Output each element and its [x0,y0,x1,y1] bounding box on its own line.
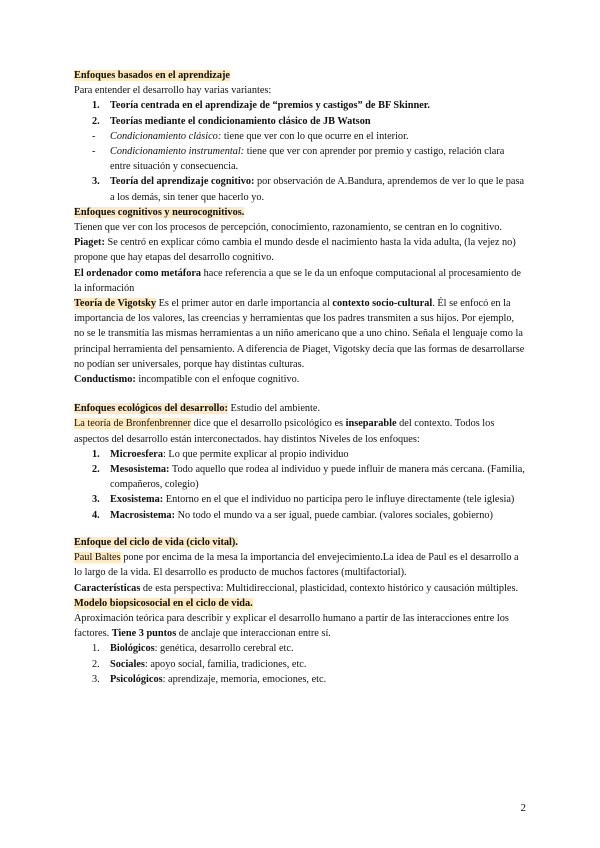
document-body [74,68,526,687]
paragraph: Tienen que ver con los procesos de percepción, conocimiento, razonamiento, se centran en lo cognitivo. [74,222,502,234]
list-item: 3. Exosistema: Entorno en el que el individuo no participa pero le influye directamente (tele iglesia) [92,494,515,506]
paragraph-caracteristicas: Características de esta perspectiva: Multidireccional, plasticidad, contexto histórico y causación múltiples. [74,582,519,594]
paragraph: Aproximación teórica para describir y explicar el desarrollo humano a partir de las interacciones entre los factores. Tiene 3 puntos de anclaje que interaccionan entre sí. [74,612,509,640]
section-heading-aprendizaje: Enfoques basados en el aprendizaje [74,70,231,81]
paragraph-vigotsky: Teoría de Vigotsky Es el primer autor en darle importancia al contexto socio-cultural. Él se enfocó en la importancia de los valores, las creencias y herramientas que los padres transmiten a sus hijos. Por ejemplo, no se le transmitía las mismas herramientas a un niño americano que a uno chino. Señala el lenguaje como la principal herramienta del pensamiento. A diferencia de Piaget, Vigotsky decía que las formas de desarrollarse no podían ser universales, porque hay distintas culturas. [74,298,525,370]
section-heading-biopsicosocial: Modelo biopsicosocial en el ciclo de vida. [74,597,253,609]
list-item: 3. Teoría del aprendizaje cognitivo: por observación de A.Bandura, aprendemos de ver lo que le pasa a los demás, sin tener que hacerlo yo. [92,176,525,203]
list-item: 1. Biológicos: genética, desarrollo cerebral etc. [92,643,294,655]
section-heading-ciclo-vida: Enfoque del ciclo de vida (ciclo vital). [74,536,238,548]
section-heading-ecologicos: Enfoques ecológicos del desarrollo: Estudio del ambiente. [74,403,321,415]
section-heading-cognitivos: Enfoques cognitivos y neurocognitivos. [74,206,245,218]
paragraph-conductismo: Conductismo: incompatible con el enfoque cognitivo. [74,374,300,386]
paragraph-baltes: Paul Baltes pone por encima de la mesa la importancia del envejecimiento.La idea de Paul es el desarrollo a lo largo de la vida. El desarrollo es producto de muchos factores (multifactorial). [74,552,519,579]
list-item: 2. Teorías mediante el condicionamiento clásico de JB Watson [92,115,371,127]
list-item: 2. Sociales: apoyo social, familia, tradiciones, etc. [92,658,307,670]
paragraph: Para entender el desarrollo hay varias variantes: [74,85,272,97]
list-item: 2. Mesosistema: Todo aquello que rodea al individuo y puede influir de manera más cercana. (Familia, compañeros, colegio) [92,464,525,491]
paragraph-bronfenbrenner: La teoría de Bronfenbrenner dice que el desarrollo psicológico es inseparable del contexto. Todos los aspectos del desarrollo están interconectados. hay distintos Niveles de los enfoques: [74,418,495,445]
page-number: 2 [520,802,526,814]
paragraph-ordenador: El ordenador como metáfora hace referencia a que se le da un enfoque computacional al procesamiento de la información [74,267,521,294]
list-item: 1. Teoría centrada en el aprendizaje de “premios y castigos” de BF Skinner. [92,100,430,112]
list-item: - Condicionamiento instrumental: tiene que ver con aprender por premio y castigo, relación clara entre situación y consecuencia. [92,146,505,173]
list-item: 3. Psicológicos: aprendizaje, memoria, emociones, etc. [92,673,327,685]
paragraph-piaget: Piaget: Se centró en explicar cómo cambia el mundo desde el nacimiento hasta la vida adulta, (la vejez no) propone que hay etapas del desarrollo cognitivo. [74,237,516,264]
list-item: 1. Microesfera: Lo que permite explicar al propio individuo [92,448,349,460]
list-item: 4. Macrosistema: No todo el mundo va a ser igual, puede cambiar. (valores sociales, gobierno) [92,509,493,521]
list-item: - Condicionamiento clásico: tiene que ver con lo que ocurre en el interior. [92,130,409,142]
